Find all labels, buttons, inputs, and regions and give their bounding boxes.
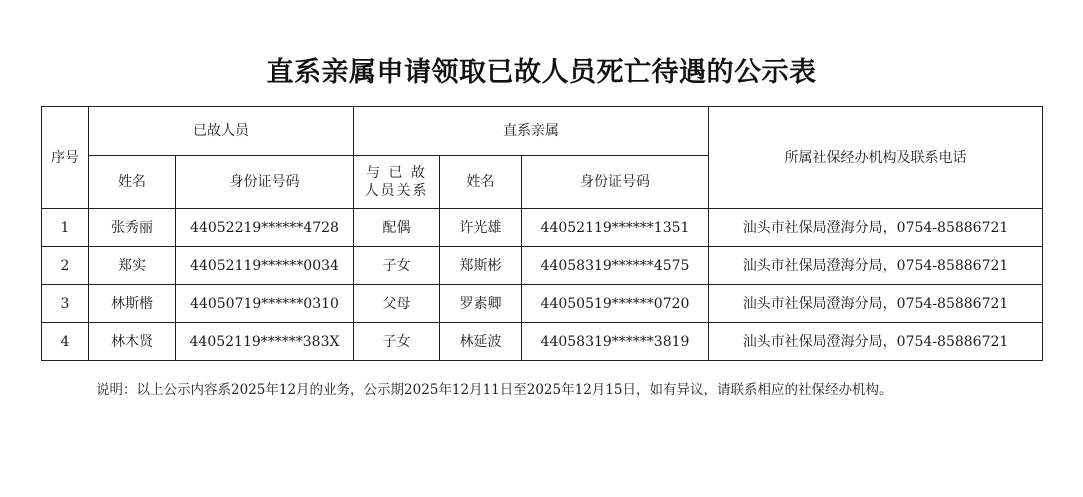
header-relative-group: 直系亲属	[354, 107, 709, 156]
header-deceased-name: 姓名	[89, 156, 176, 209]
cell-relative-id: 44058319******4575	[522, 247, 709, 285]
cell-relative-id: 44058319******3819	[522, 323, 709, 361]
cell-relative-name: 许光雄	[440, 209, 522, 247]
cell-relative-id: 44050519******0720	[522, 285, 709, 323]
cell-deceased-id: 44052119******383X	[176, 323, 354, 361]
cell-relation: 子女	[354, 323, 440, 361]
cell-relative-name: 林延波	[440, 323, 522, 361]
header-office: 所属社保经办机构及联系电话	[709, 107, 1043, 209]
cell-deceased-id: 44050719******0310	[176, 285, 354, 323]
cell-office: 汕头市社保局澄海分局，0754-85886721	[709, 209, 1043, 247]
cell-seq: 1	[42, 209, 89, 247]
table-row	[42, 285, 1043, 323]
table-row	[42, 247, 1043, 285]
table-row	[42, 323, 1043, 361]
header-relative-name: 姓名	[440, 156, 522, 209]
cell-relation: 配偶	[354, 209, 440, 247]
cell-relative-name: 罗素卿	[440, 285, 522, 323]
footnote: 说明：以上公示内容系2025年12月的业务，公示期2025年12月11日至2025年12月15日，如有异议，请联系相应的社保经办机构。	[96, 382, 893, 398]
header-seq: 序号	[42, 107, 89, 209]
cell-deceased-name: 郑实	[89, 247, 176, 285]
header-relative-id: 身份证号码	[522, 156, 709, 209]
header-deceased-id: 身份证号码	[176, 156, 354, 209]
cell-relative-id: 44052119******1351	[522, 209, 709, 247]
table-row	[42, 209, 1043, 247]
header-relation	[354, 156, 440, 209]
page-title: 直系亲属申请领取已故人员死亡待遇的公示表	[266, 57, 817, 88]
header-relation-text: 与 已 故 人员关系	[364, 165, 429, 199]
cell-office: 汕头市社保局澄海分局，0754-85886721	[709, 285, 1043, 323]
cell-deceased-name: 林斯楷	[89, 285, 176, 323]
cell-office: 汕头市社保局澄海分局，0754-85886721	[709, 247, 1043, 285]
cell-deceased-name: 张秀丽	[89, 209, 176, 247]
header-row-group	[42, 107, 1043, 156]
cell-office: 汕头市社保局澄海分局，0754-85886721	[709, 323, 1043, 361]
notice-table	[41, 106, 1043, 361]
header-deceased-group: 已故人员	[89, 107, 354, 156]
cell-relative-name: 郑斯彬	[440, 247, 522, 285]
cell-deceased-name: 林木贤	[89, 323, 176, 361]
cell-deceased-id: 44052219******4728	[176, 209, 354, 247]
cell-seq: 2	[42, 247, 89, 285]
cell-deceased-id: 44052119******0034	[176, 247, 354, 285]
cell-seq: 4	[42, 323, 89, 361]
cell-relation: 父母	[354, 285, 440, 323]
cell-relation: 子女	[354, 247, 440, 285]
cell-seq: 3	[42, 285, 89, 323]
